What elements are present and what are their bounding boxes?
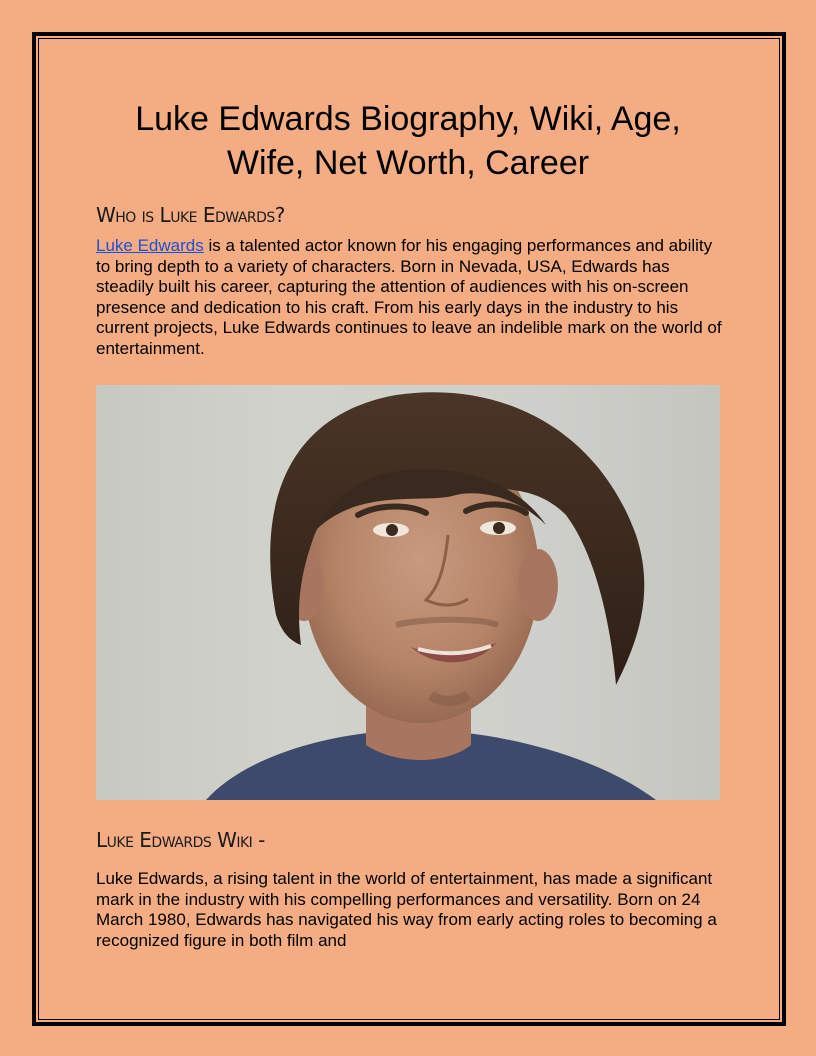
wiki-paragraph: Luke Edwards, a rising talent in the world of entertainment, has made a significant mark in the industry with his compelling performances and versatility. Born on 24 March 1980, Edwards has navigated his way from early acting roles to becoming a recognized figure in both film and: [96, 869, 717, 950]
section-heading-who-is: Who is Luke Edwards?: [96, 203, 285, 227]
luke-edwards-link[interactable]: Luke Edwards: [96, 236, 204, 255]
page-title: Luke Edwards Biography, Wiki, Age, Wife, Net Worth, Career: [135, 100, 681, 182]
intro-paragraph: [96, 236, 726, 359]
portrait-illustration: [96, 385, 720, 800]
intro-text: is a talented actor known for his engaging performances and ability to bring depth to a variety of characters. Born in Nevada, USA, Edwards has steadily built his career, capturing the attention of audiences with his on-screen presence and dedication to his craft. From his early days in the industry to his current projects, Luke Edwards continues to leave an indelible mark on the world of entertainment.: [96, 236, 722, 358]
section-heading-wiki: Luke Edwards Wiki -: [96, 828, 265, 852]
portrait-photo: [96, 385, 720, 800]
